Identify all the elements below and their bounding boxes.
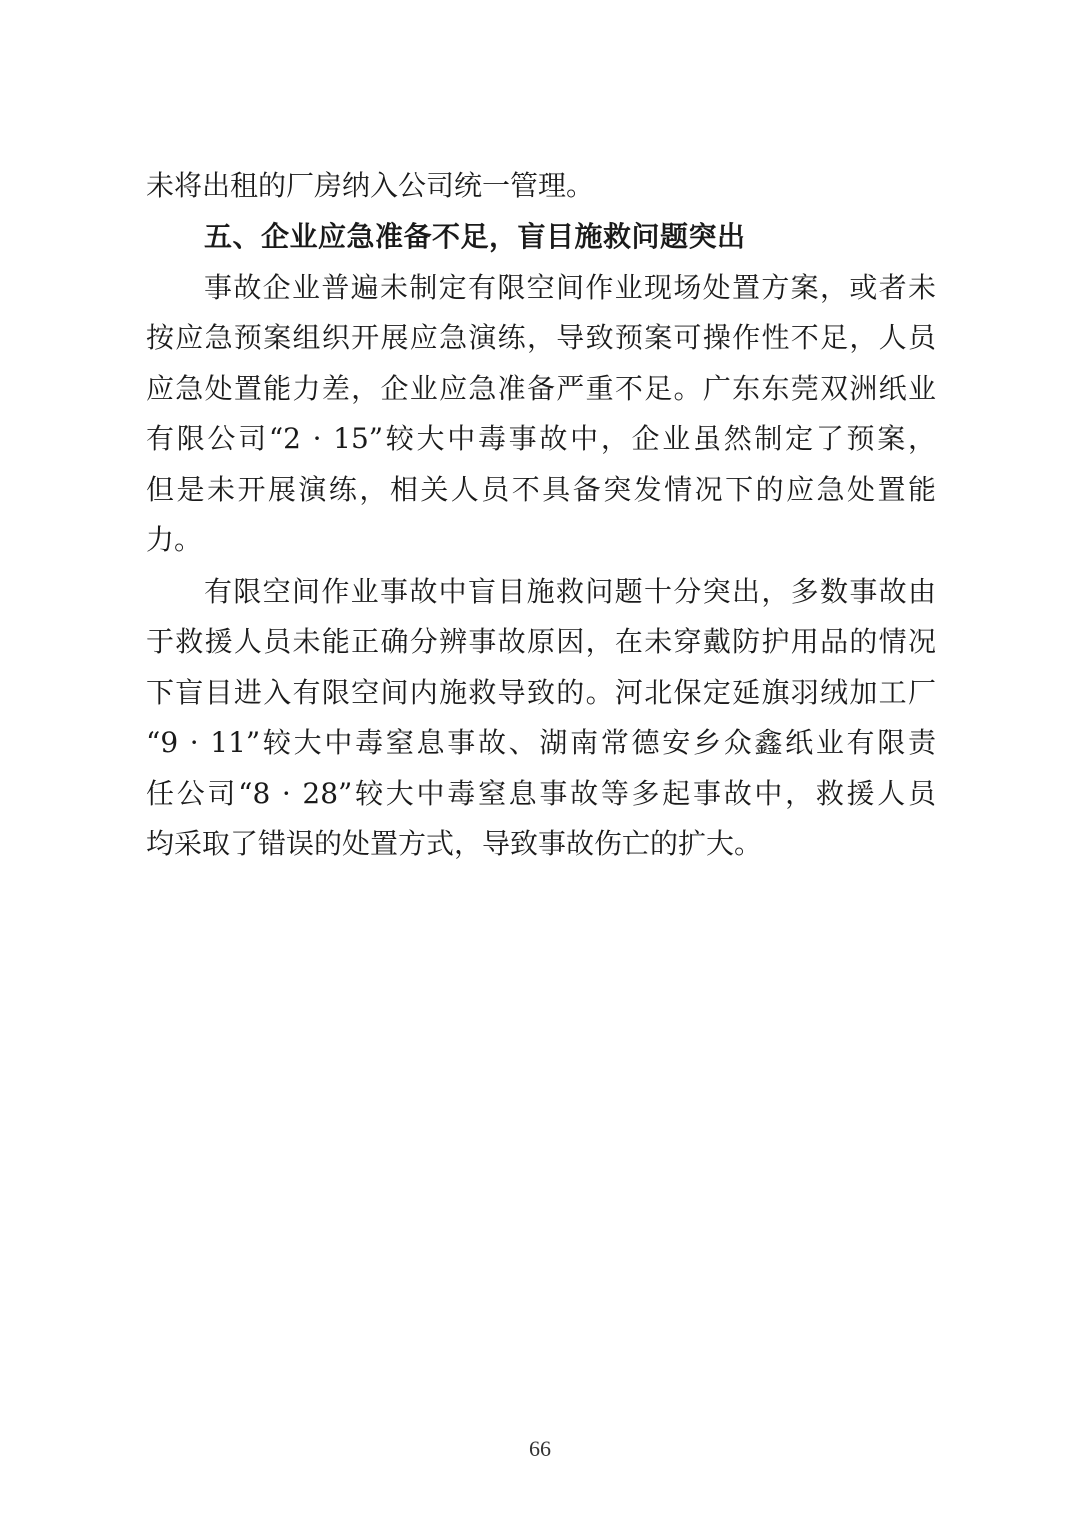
paragraph-line: 按应急预案组织开展应急演练，导致预案可操作性不足，人员: [146, 321, 936, 354]
paragraph-line: 但是未开展演练，相关人员不具备突发情况下的应急处置能: [146, 473, 936, 506]
page-number: 66: [529, 1436, 551, 1461]
paragraph-line: 下盲目进入有限空间内施救导致的。河北保定延旗羽绒加工厂: [146, 676, 936, 709]
paragraph-line: 于救援人员未能正确分辨事故原因，在未穿戴防护用品的情况: [146, 625, 936, 658]
section-heading: 五、企业应急准备不足，盲目施救问题突出: [204, 220, 746, 253]
paragraph-line: 均采取了错误的处置方式，导致事故伤亡的扩大。: [146, 827, 763, 860]
paragraph-line: 力。: [146, 523, 203, 556]
paragraph-line: 未将出租的厂房纳入公司统一管理。: [146, 169, 595, 202]
paragraph-line: 应急处置能力差，企业应急准备严重不足。广东东莞双洲纸业: [146, 372, 936, 405]
paragraph-line: 有限公司“2 · 15”较大中毒事故中，企业虽然制定了预案，: [146, 422, 936, 455]
paragraph-line: 事故企业普遍未制定有限空间作业现场处置方案，或者未: [204, 271, 936, 304]
paragraph-line: 有限空间作业事故中盲目施救问题十分突出，多数事故由: [204, 575, 936, 608]
paragraph-line: “9 · 11”较大中毒窒息事故、湖南常德安乡众鑫纸业有限责: [146, 726, 936, 759]
paragraph-line: 任公司“8 · 28”较大中毒窒息事故等多起事故中，救援人员: [146, 777, 936, 810]
